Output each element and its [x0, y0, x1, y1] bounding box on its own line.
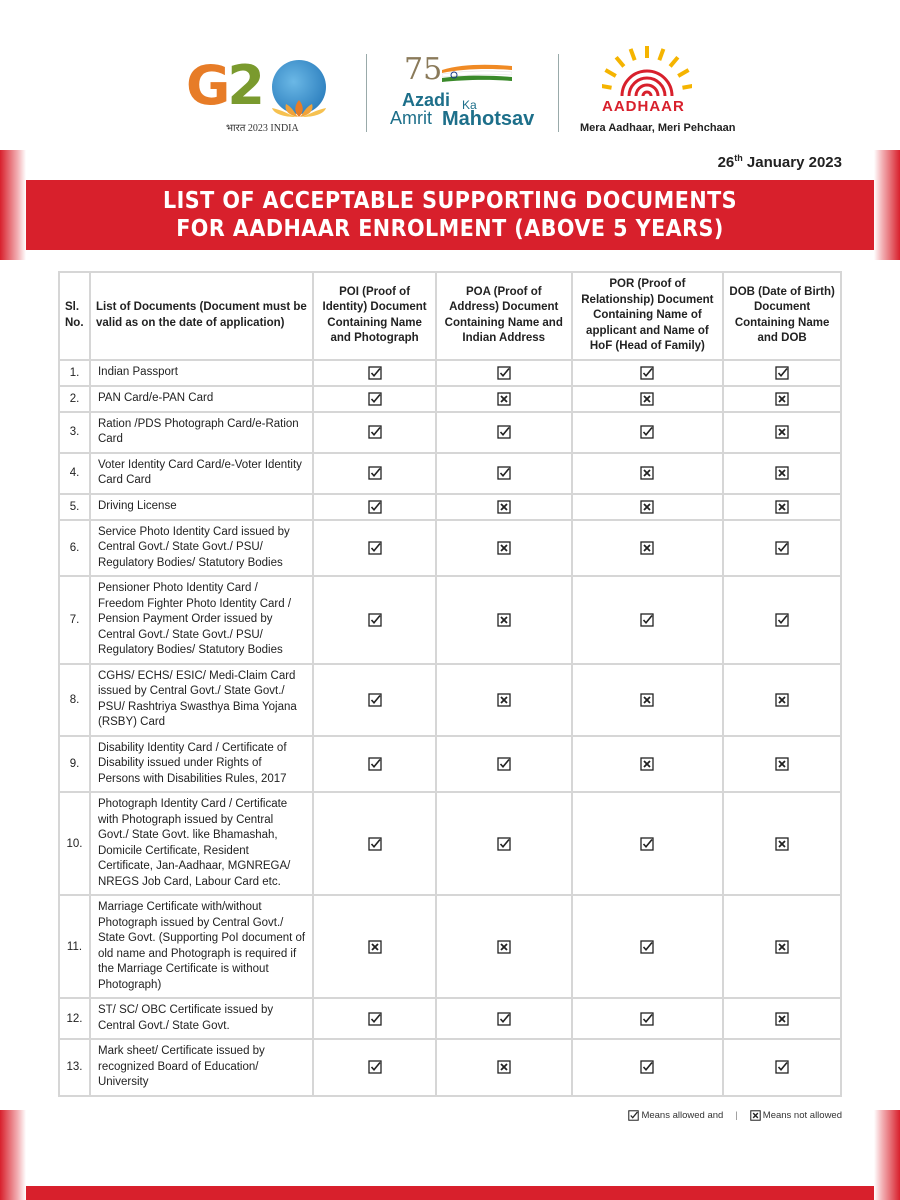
cell-dob	[723, 895, 841, 998]
cell-por	[572, 664, 724, 736]
cross-icon	[640, 693, 654, 707]
cross-icon	[775, 837, 789, 851]
cross-icon	[775, 1012, 789, 1026]
cell-poi	[313, 360, 436, 386]
cell-dob	[723, 664, 841, 736]
cross-icon	[640, 392, 654, 406]
table-row	[59, 386, 841, 412]
cross-icon	[775, 425, 789, 439]
cell-poa	[436, 1039, 572, 1096]
check-icon	[628, 1110, 639, 1121]
azadi-ka-amrit-mahotsav-logo	[390, 52, 540, 138]
row-sl-no: 12.	[59, 998, 90, 1039]
cell-poa	[436, 998, 572, 1039]
cell-dob	[723, 736, 841, 793]
cell-poi	[313, 386, 436, 412]
cell-por	[572, 453, 724, 494]
cell-poa	[436, 576, 572, 664]
check-icon	[640, 425, 654, 439]
check-icon	[368, 425, 382, 439]
cross-icon	[640, 541, 654, 555]
row-sl-no: 7.	[59, 576, 90, 664]
row-document-name: Indian Passport	[90, 360, 313, 386]
row-document-name: Disability Identity Card / Certificate of Disability issued under Rights of Persons with Disabilities Rules, 2017	[90, 736, 313, 793]
table-row	[59, 576, 841, 664]
cell-por	[572, 792, 724, 895]
cell-por	[572, 360, 724, 386]
cell-dob	[723, 386, 841, 412]
documents-table	[58, 271, 842, 1097]
header-poa: POA (Proof of Address) Document Containing Name and Indian Address	[436, 272, 572, 360]
lotus-icon	[266, 98, 332, 118]
row-sl-no: 4.	[59, 453, 90, 494]
cell-poa	[436, 412, 572, 453]
cell-poi	[313, 520, 436, 577]
check-icon	[497, 366, 511, 380]
cross-icon	[497, 541, 511, 555]
header-documents: List of Documents (Document must be valid as on the date of application)	[90, 272, 313, 360]
cell-por	[572, 895, 724, 998]
row-document-name: ST/ SC/ OBC Certificate issued by Central Govt./ State Govt.	[90, 998, 313, 1039]
legend-allowed: Means allowed and	[641, 1110, 724, 1121]
cell-por	[572, 494, 724, 520]
cross-icon	[497, 500, 511, 514]
date-month-year: January 2023	[742, 154, 842, 171]
g20-logo	[186, 54, 336, 134]
check-icon	[368, 693, 382, 707]
cell-dob	[723, 576, 841, 664]
row-sl-no: 13.	[59, 1039, 90, 1096]
cell-poi	[313, 736, 436, 793]
table-row	[59, 895, 841, 998]
cell-por	[572, 520, 724, 577]
check-icon	[368, 500, 382, 514]
header-dob: DOB (Date of Birth) Document Containing Name and DOB	[723, 272, 841, 360]
decorative-strip-right-bottom	[874, 1110, 900, 1200]
mahotsav-text: Mahotsav	[442, 108, 535, 130]
cross-icon	[368, 940, 382, 954]
row-sl-no: 10.	[59, 792, 90, 895]
amrit-text: Amrit	[390, 108, 432, 128]
check-icon	[775, 613, 789, 627]
cell-poi	[313, 895, 436, 998]
check-icon	[368, 757, 382, 771]
cell-poa	[436, 664, 572, 736]
row-document-name: CGHS/ ECHS/ ESIC/ Medi-Claim Card issued by Central Govt./ State Govt./ PSU/ Rashtriya Swasthya Bima Yojana (RSBY) Card	[90, 664, 313, 736]
legend-not-allowed: Means not allowed	[762, 1110, 842, 1121]
cell-poa	[436, 792, 572, 895]
check-icon	[368, 1012, 382, 1026]
cell-poa	[436, 494, 572, 520]
cell-poi	[313, 453, 436, 494]
cell-dob	[723, 494, 841, 520]
cell-poi	[313, 576, 436, 664]
row-sl-no: 1.	[59, 360, 90, 386]
check-icon	[368, 1060, 382, 1074]
check-icon	[497, 425, 511, 439]
row-document-name: Driving License	[90, 494, 313, 520]
cross-icon	[497, 693, 511, 707]
cell-por	[572, 736, 724, 793]
g20-wordmark: G2	[186, 54, 262, 117]
cross-icon	[775, 466, 789, 480]
header-logos	[180, 40, 740, 140]
legend-separator: |	[735, 1110, 738, 1121]
cross-icon	[497, 940, 511, 954]
decorative-strip-left	[0, 150, 26, 260]
check-icon	[640, 1060, 654, 1074]
check-icon	[368, 366, 382, 380]
cross-icon	[775, 693, 789, 707]
ka-text: Ka	[462, 98, 477, 112]
table-row	[59, 736, 841, 793]
cell-poa	[436, 895, 572, 998]
check-icon	[775, 366, 789, 380]
cell-dob	[723, 998, 841, 1039]
check-icon	[497, 1012, 511, 1026]
cell-dob	[723, 792, 841, 895]
table-row	[59, 1039, 841, 1096]
cross-icon	[640, 466, 654, 480]
cell-poi	[313, 1039, 436, 1096]
cross-icon	[497, 613, 511, 627]
check-icon	[640, 1012, 654, 1026]
cross-icon	[775, 757, 789, 771]
cell-poi	[313, 412, 436, 453]
cell-poa	[436, 736, 572, 793]
cross-icon	[640, 757, 654, 771]
row-sl-no: 5.	[59, 494, 90, 520]
title-banner	[26, 180, 874, 250]
cross-icon	[775, 392, 789, 406]
cell-poi	[313, 494, 436, 520]
row-document-name: Ration /PDS Photograph Card/e-Ration Card	[90, 412, 313, 453]
table-row	[59, 360, 841, 386]
cross-icon	[775, 500, 789, 514]
footer-bar	[26, 1186, 874, 1200]
logo-divider	[558, 54, 559, 132]
decorative-strip-left-bottom	[0, 1110, 26, 1200]
aadhaar-sun-icon	[602, 46, 692, 98]
logo-divider	[366, 54, 367, 132]
cell-dob	[723, 520, 841, 577]
azadi-text: Azadi	[402, 90, 451, 110]
table-row	[59, 998, 841, 1039]
cell-poi	[313, 792, 436, 895]
table-row	[59, 664, 841, 736]
cell-poa	[436, 453, 572, 494]
cell-por	[572, 1039, 724, 1096]
row-sl-no: 3.	[59, 412, 90, 453]
check-icon	[368, 392, 382, 406]
row-document-name: Pensioner Photo Identity Card / Freedom Fighter Photo Identity Card / Pension Payment Order issued by Central Govt./ State Govt./ PSU/ Regulatory Bodies/ Statutory Bodies	[90, 576, 313, 664]
row-sl-no: 11.	[59, 895, 90, 998]
date-suffix: th	[734, 153, 743, 163]
cross-icon	[640, 500, 654, 514]
document-date	[718, 153, 842, 171]
row-document-name: Marriage Certificate with/without Photograph issued by Central Govt./ State Govt. (Supporting PoI document of old name and Photograph is required if the Marriage Certificate is without Photograph)	[90, 895, 313, 998]
aadhaar-wordmark: AADHAAR	[602, 98, 685, 115]
table-row	[59, 453, 841, 494]
title-line-2: FOR AADHAAR ENROLMENT (ABOVE 5 YEARS)	[176, 216, 724, 242]
cell-por	[572, 576, 724, 664]
row-sl-no: 9.	[59, 736, 90, 793]
check-icon	[640, 940, 654, 954]
cell-poa	[436, 360, 572, 386]
row-sl-no: 2.	[59, 386, 90, 412]
header-sl-no: Sl. No.	[59, 272, 90, 360]
header-por: POR (Proof of Relationship) Document Containing Name of applicant and Name of HoF (Head of Family)	[572, 272, 724, 360]
row-document-name: Mark sheet/ Certificate issued by recognized Board of Education/ University	[90, 1039, 313, 1096]
check-icon	[640, 837, 654, 851]
check-icon	[775, 541, 789, 555]
aadhaar-tagline: Mera Aadhaar, Meri Pehchaan	[580, 122, 736, 134]
check-icon	[368, 466, 382, 480]
table-row	[59, 412, 841, 453]
check-icon	[497, 837, 511, 851]
check-icon	[368, 613, 382, 627]
cell-dob	[723, 412, 841, 453]
flag-swoosh-icon	[442, 64, 512, 82]
check-icon	[368, 837, 382, 851]
cell-poa	[436, 386, 572, 412]
header-poi: POI (Proof of Identity) Document Containing Name and Photograph	[313, 272, 436, 360]
cross-icon	[497, 1060, 511, 1074]
date-day: 26	[717, 154, 735, 171]
cell-por	[572, 386, 724, 412]
cell-por	[572, 998, 724, 1039]
row-sl-no: 6.	[59, 520, 90, 577]
legend	[628, 1110, 842, 1121]
row-document-name: Photograph Identity Card / Certificate with Photograph issued by Central Govt./ State Govt. like Bhamashah, Domicile Certificate, Resident Certificate, Jan-Aadhaar, MGNREGA/ NREGS Job Card, Labour Card etc.	[90, 792, 313, 895]
cell-por	[572, 412, 724, 453]
row-sl-no: 8.	[59, 664, 90, 736]
cell-poi	[313, 998, 436, 1039]
check-icon	[640, 613, 654, 627]
check-icon	[497, 466, 511, 480]
cell-poa	[436, 520, 572, 577]
check-icon	[368, 541, 382, 555]
table-row	[59, 520, 841, 577]
table-row	[59, 494, 841, 520]
cross-icon	[497, 392, 511, 406]
azadi-75-mark: 75	[404, 52, 443, 87]
cross-icon	[750, 1110, 761, 1121]
table-header-row	[59, 272, 841, 360]
check-icon	[640, 366, 654, 380]
decorative-strip-right	[874, 150, 900, 260]
row-document-name: PAN Card/e-PAN Card	[90, 386, 313, 412]
row-document-name: Voter Identity Card Card/e-Voter Identity Card Card	[90, 453, 313, 494]
cell-dob	[723, 1039, 841, 1096]
cell-poi	[313, 664, 436, 736]
row-document-name: Service Photo Identity Card issued by Central Govt./ State Govt./ PSU/ Regulatory Bodies/ Statutory Bodies	[90, 520, 313, 577]
aadhaar-logo	[580, 46, 736, 140]
cross-icon	[775, 940, 789, 954]
check-icon	[497, 757, 511, 771]
g20-subtitle: भारत 2023 INDIA	[226, 123, 299, 134]
cell-dob	[723, 360, 841, 386]
title-line-1: LIST OF ACCEPTABLE SUPPORTING DOCUMENTS	[162, 188, 738, 214]
cell-dob	[723, 453, 841, 494]
table-row	[59, 792, 841, 895]
check-icon	[775, 1060, 789, 1074]
